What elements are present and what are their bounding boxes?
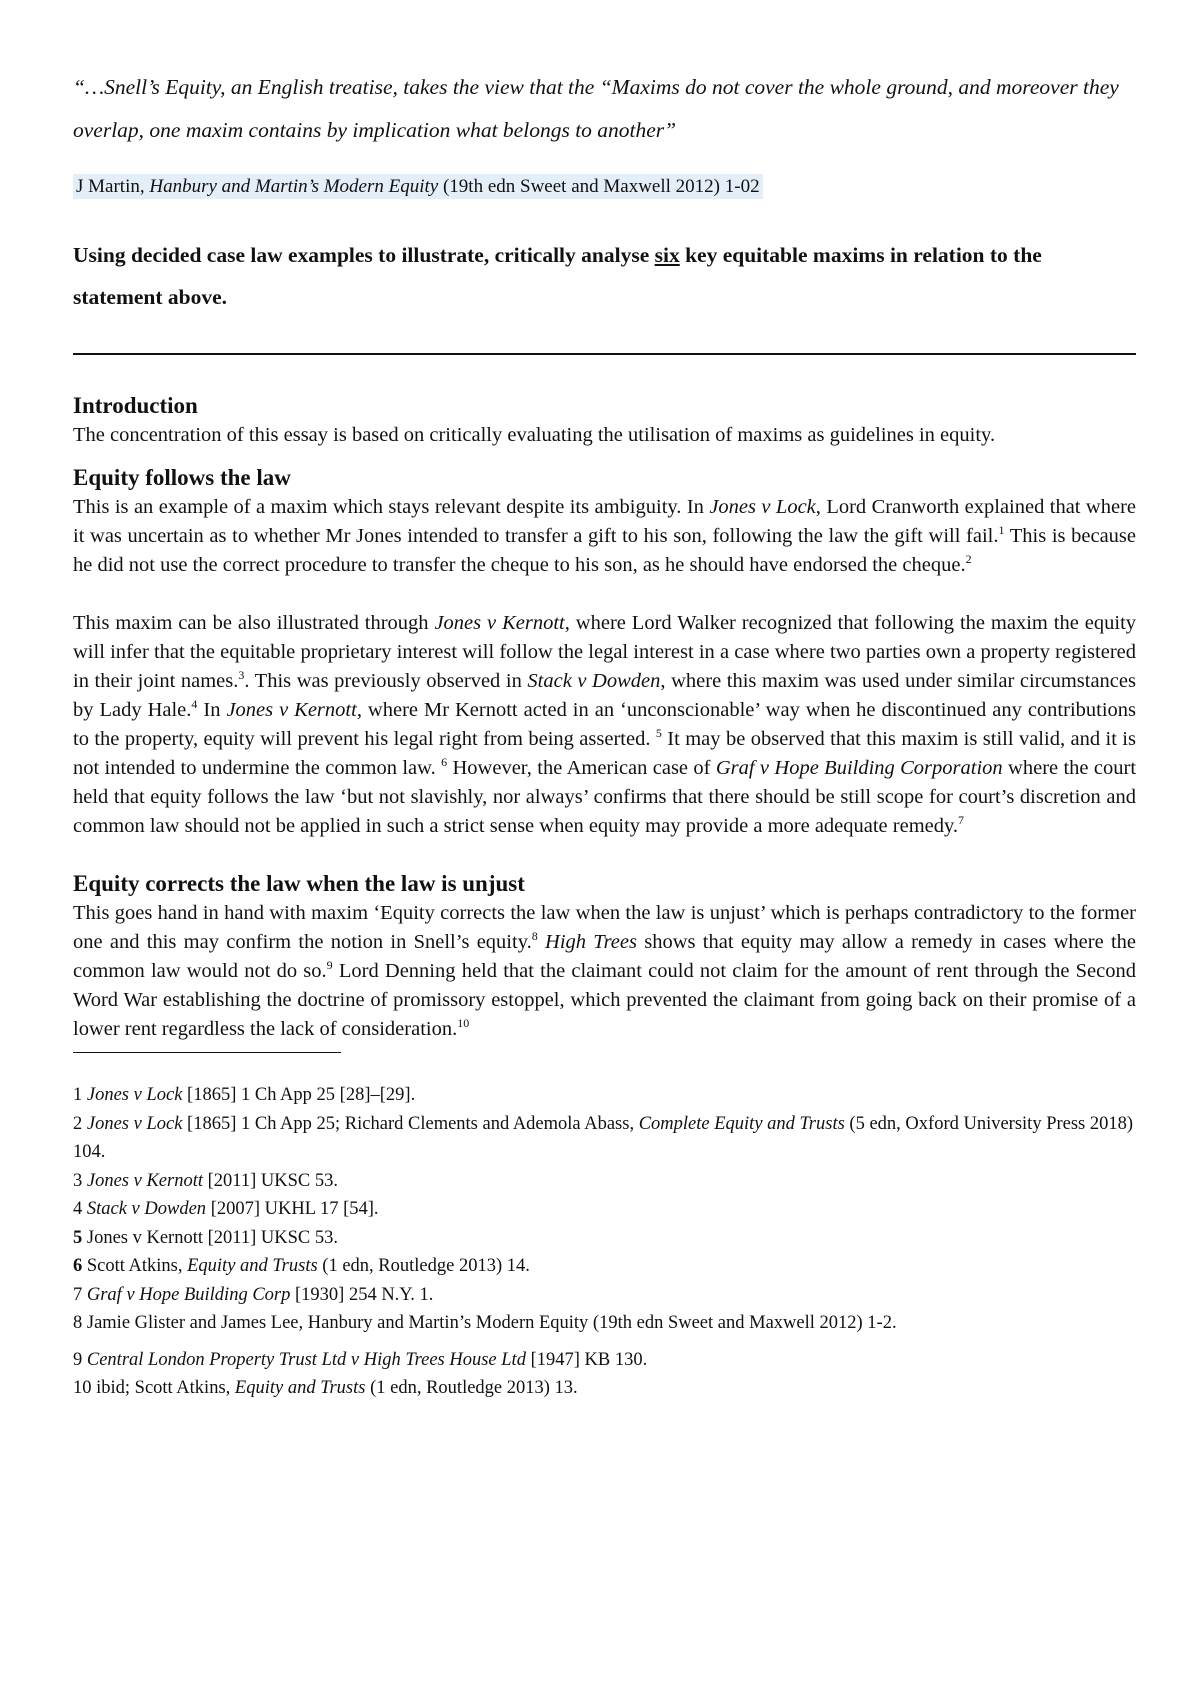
footnote-text: ibid; Scott Atkins, bbox=[91, 1378, 235, 1398]
footnote-text: Scott Atkins, bbox=[82, 1256, 188, 1276]
footnote-text: (1 edn, Routledge 2013) 13. bbox=[365, 1378, 578, 1398]
footnote-number: 4 bbox=[73, 1199, 87, 1219]
text-run: This maxim can be also illustrated through bbox=[73, 612, 435, 634]
footnote-text: (1 edn, Routledge 2013) 14. bbox=[317, 1256, 530, 1276]
footnote-7 bbox=[73, 1281, 1136, 1310]
text-run: This is an example of a maxim which stays relevant despite its ambiguity. In bbox=[73, 496, 710, 518]
footnotes bbox=[73, 1081, 1136, 1403]
footnote-2 bbox=[73, 1110, 1136, 1167]
footnote-case: Jones v Lock bbox=[86, 1113, 183, 1134]
footnote-case: Jones v Lock bbox=[86, 1085, 183, 1105]
footnote-number: 7 bbox=[73, 1284, 87, 1305]
footnote-title: Equity and Trusts bbox=[234, 1378, 366, 1398]
footnote-4 bbox=[73, 1195, 1136, 1224]
footnote-ref[interactable]: 8 bbox=[531, 929, 538, 944]
case-name: High Trees bbox=[537, 931, 637, 953]
corrects-paragraph-1 bbox=[73, 899, 1136, 1044]
follows-paragraph-1 bbox=[73, 493, 1136, 580]
heading-equity-corrects-law: Equity corrects the law when the law is unjust bbox=[73, 871, 525, 896]
question-underlined-word: six bbox=[654, 243, 680, 267]
text-run: However, the American case of bbox=[447, 757, 716, 779]
opening-quote: “…Snell’s Equity, an English treatise, takes the view that the “Maxims do not cover the whole ground, and moreover they overlap, one maxim contains by implication what belongs to another” bbox=[73, 75, 1119, 142]
footnote-number: 3 bbox=[73, 1170, 87, 1191]
text-run: shows that equity may allow a remedy in cases where the common law would not do so. bbox=[73, 931, 1137, 982]
footnote-ref[interactable]: 3 bbox=[238, 668, 245, 683]
text-run: This goes hand in hand with maxim ‘Equity corrects the law when the law is unjust’ which is perhaps contradictory to the former one and this may confirm the notion in Snell’s equity. bbox=[73, 902, 1136, 953]
citation-title: Hanbury and Martin’s Modern Equity bbox=[149, 176, 439, 197]
case-name: Graf v Hope Building Corporation bbox=[715, 757, 1003, 779]
footnote-title: Complete Equity and Trusts bbox=[638, 1113, 845, 1134]
footnote-8 bbox=[73, 1309, 1136, 1338]
text-run: , where Lord Walker recognized that following the maxim the equity will infer that the equitable proprietary interest will follow the legal interest in a case where two parties own a property registered in their joint names. bbox=[73, 612, 1137, 692]
text-run: , where this maxim was used under similar circumstances by Lady Hale. bbox=[73, 670, 1136, 721]
footnote-ref[interactable]: 4 bbox=[191, 697, 198, 712]
footnote-ref[interactable]: 10 bbox=[457, 1016, 470, 1031]
text-run: , where Mr Kernott acted in an ‘unconscionable’ way when he discontinued any contributions to the property, equity will prevent his legal right from being asserted. bbox=[73, 699, 1137, 750]
footnote-separator bbox=[73, 1052, 341, 1053]
footnote-case: Graf v Hope Building Corp bbox=[86, 1284, 291, 1305]
text-run: In bbox=[197, 699, 227, 721]
footnote-text: [2007] UKHL 17 [54]. bbox=[206, 1199, 379, 1219]
citation-details: (19th edn Sweet and Maxwell 2012) 1-02 bbox=[438, 176, 760, 197]
citation-highlight bbox=[73, 174, 763, 199]
footnote-5 bbox=[73, 1224, 1136, 1253]
section-divider bbox=[73, 353, 1136, 355]
footnote-text: (5 edn, Oxford University Press 2018) 104. bbox=[73, 1113, 1134, 1162]
text-run: where the court held that equity follows the law ‘but not slavishly, nor always’ confirms that there should be still scope for court’s discretion and common law should not be applied in such a strict sense when equity may provide a more adequate remedy. bbox=[73, 757, 1137, 837]
footnote-case: Jones v Kernott bbox=[86, 1170, 203, 1191]
footnote-ref[interactable]: 9 bbox=[326, 958, 333, 973]
footnote-ref[interactable]: 2 bbox=[965, 552, 972, 567]
footnote-case: Central London Property Trust Ltd v High Trees House Ltd bbox=[86, 1349, 526, 1370]
footnote-text: [2011] UKSC 53. bbox=[203, 1170, 338, 1191]
quote-citation bbox=[73, 174, 1136, 200]
case-name: Jones v Kernott bbox=[226, 699, 357, 721]
footnote-text: [1865] 1 Ch App 25; Richard Clements and Ademola Abass, bbox=[182, 1113, 639, 1134]
footnote-ref[interactable]: 1 bbox=[998, 523, 1005, 538]
heading-equity-follows-law: Equity follows the law bbox=[73, 465, 291, 490]
footnote-number: 5 bbox=[73, 1227, 83, 1248]
follows-paragraph-2 bbox=[73, 609, 1136, 841]
footnote-text: [1930] 254 N.Y. 1. bbox=[290, 1284, 434, 1305]
footnote-text: Jones v Kernott [2011] UKSC 53. bbox=[82, 1227, 338, 1248]
footnote-case: Stack v Dowden bbox=[86, 1199, 207, 1219]
footnote-ref[interactable]: 7 bbox=[958, 813, 965, 828]
footnote-number: 9 bbox=[73, 1349, 87, 1370]
footnote-text: [1865] 1 Ch App 25 [28]–[29]. bbox=[182, 1085, 416, 1105]
footnote-text: Jamie Glister and James Lee, Hanbury and Martin’s Modern Equity (19th edn Sweet and Maxwell 2012) 1-2. bbox=[82, 1313, 897, 1333]
text-run: This is because he did not use the correct procedure to transfer the cheque to his son, as he should have endorsed the cheque. bbox=[73, 525, 1137, 576]
question-part-1: Using decided case law examples to illustrate, critically analyse bbox=[73, 243, 655, 267]
question-part-2: key equitable maxims in relation to the statement above. bbox=[73, 243, 1042, 309]
footnote-9 bbox=[73, 1346, 1136, 1375]
heading-introduction: Introduction bbox=[73, 393, 198, 418]
footnote-ref[interactable]: 5 bbox=[655, 726, 662, 741]
footnote-number: 8 bbox=[73, 1313, 83, 1333]
footnote-10 bbox=[73, 1374, 1136, 1403]
footnote-ref[interactable]: 6 bbox=[441, 755, 448, 770]
footnote-number: 2 bbox=[73, 1113, 87, 1134]
intro-paragraph: The concentration of this essay is based on critically evaluating the utilisation of maxims as guidelines in equity. bbox=[73, 424, 996, 446]
footnote-number: 1 bbox=[73, 1085, 87, 1105]
footnote-number: 6 bbox=[73, 1256, 83, 1276]
case-name: Jones v Lock bbox=[709, 496, 816, 518]
footnote-number: 10 bbox=[73, 1378, 92, 1398]
footnote-3 bbox=[73, 1167, 1136, 1196]
text-run: Lord Denning held that the claimant could not claim for the amount of rent through the Second Word War establishing the doctrine of promissory estoppel, which prevented the claimant from going back on their promise of a lower rent regardless the lack of consideration. bbox=[73, 960, 1137, 1040]
footnote-title: Equity and Trusts bbox=[187, 1256, 318, 1276]
citation-author: J Martin, bbox=[76, 176, 150, 197]
document-page bbox=[73, 66, 1136, 1403]
text-run: It may be observed that this maxim is still valid, and it is not intended to undermine the common law. bbox=[73, 728, 1136, 779]
footnote-text: [1947] KB 130. bbox=[525, 1349, 648, 1370]
footnote-1 bbox=[73, 1081, 1136, 1110]
essay-question bbox=[73, 234, 1136, 318]
text-run: , Lord Cranworth explained that where it was uncertain as to whether Mr Jones intended to transfer a gift to his son, following the law the gift will fail. bbox=[73, 496, 1136, 547]
case-name: Stack v Dowden bbox=[527, 670, 661, 692]
case-name: Jones v Kernott bbox=[434, 612, 565, 634]
text-run: . This was previously observed in bbox=[244, 670, 528, 692]
footnote-6 bbox=[73, 1252, 1136, 1281]
